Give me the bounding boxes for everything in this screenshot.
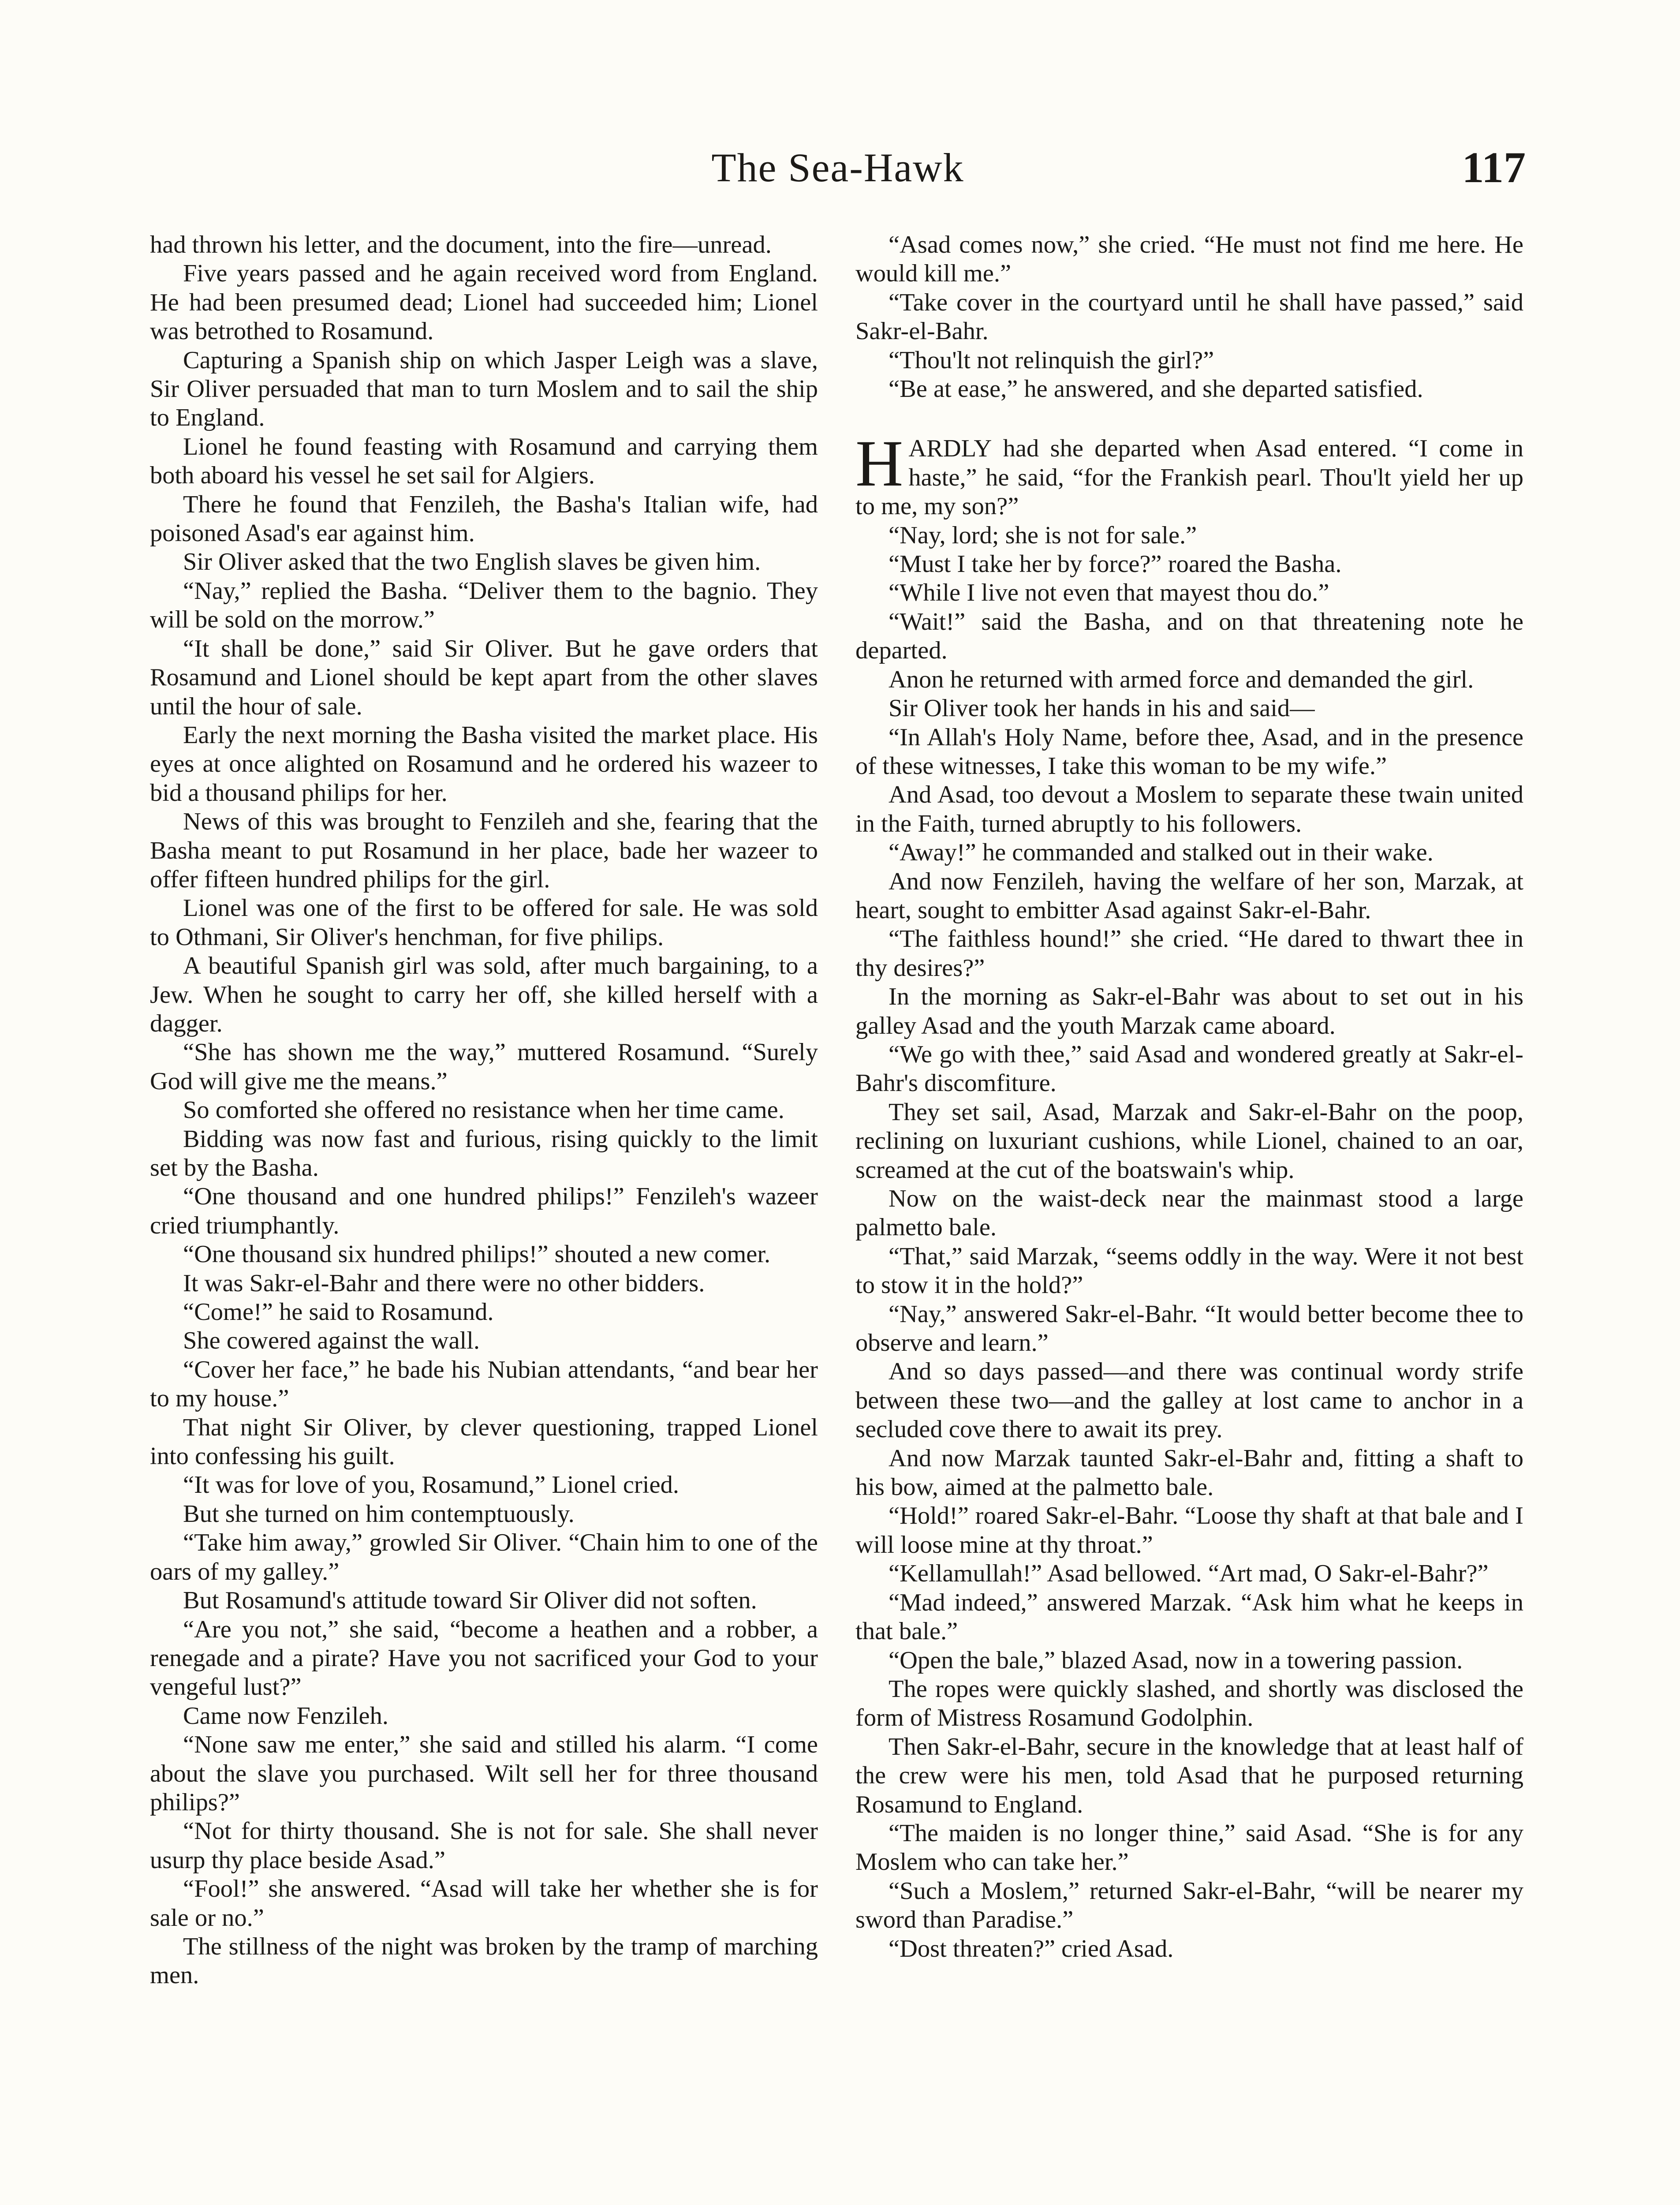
paragraph: Early the next morning the Basha visited the market place. His eyes at once alighted on Rosamund and he ordered his wazeer to bid a thousand philips for her. <box>150 721 818 807</box>
dropcap-text: had she departed when Asad entered. “I come in haste,” he said, “for the Frankish pearl. Thou'lt yield her up to me, my son?” <box>855 435 1523 520</box>
paragraph: “Are you not,” she said, “become a heathen and a robber, a renegade and a pirate? Have you not sacrificed your God to your vengeful lust?” <box>150 1615 818 1701</box>
right-column <box>855 231 1523 1963</box>
paragraph: In the morning as Sakr-el-Bahr was about to set out in his galley Asad and the youth Marzak came aboard. <box>855 983 1523 1039</box>
paragraph: “It was for love of you, Rosamund,” Lionel cried. <box>183 1471 679 1499</box>
paragraph: Bidding was now fast and furious, rising quickly to the limit set by the Basha. <box>150 1125 818 1181</box>
paragraph: That night Sir Oliver, by clever questioning, trapped Lionel into confessing his guilt. <box>150 1413 818 1470</box>
right-column-top-section <box>855 231 1523 404</box>
paragraph: “Nay,” replied the Basha. “Deliver them to the bagnio. They will be sold on the morrow.” <box>150 577 818 634</box>
paragraph: And now Fenzileh, having the welfare of her son, Marzak, at heart, sought to embitter Asad against Sakr-el-Bahr. <box>855 867 1523 924</box>
paragraph: But Rosamund's attitude toward Sir Oliver did not soften. <box>183 1587 757 1615</box>
paragraph: “Nay,” answered Sakr-el-Bahr. “It would better become thee to observe and learn.” <box>855 1300 1523 1357</box>
paragraph: “Hold!” roared Sakr-el-Bahr. “Loose thy shaft at that bale and I will loose mine at thy throat.” <box>855 1502 1523 1558</box>
paragraph: Sir Oliver took her hands in his and said— <box>889 695 1315 722</box>
paragraph: “Kellamullah!” Asad bellowed. “Art mad, O Sakr-el-Bahr?” <box>889 1560 1489 1588</box>
paragraph: There he found that Fenzileh, the Basha's Italian wife, had poisoned Asad's ear against him. <box>150 490 818 547</box>
paragraph: “We go with thee,” said Asad and wondered greatly at Sakr-el-Bahr's discomfiture. <box>855 1040 1523 1097</box>
section-break <box>855 404 1523 434</box>
paragraph: Five years passed and he again received word from England. He had been presumed dead; Lionel had succeeded him; Lionel was betrothed to Rosamund. <box>150 260 818 345</box>
paragraph: Came now Fenzileh. <box>183 1702 389 1730</box>
paragraph: “In Allah's Holy Name, before thee, Asad, and in the presence of these witnesses, I take this woman to be my wife.” <box>855 723 1523 780</box>
paragraph: Sir Oliver asked that the two English slaves be given him. <box>183 548 761 576</box>
paragraph: But she turned on him contemptuously. <box>183 1500 575 1528</box>
paragraph: Now on the waist-deck near the mainmast stood a large palmetto bale. <box>855 1185 1523 1241</box>
page-header <box>150 141 1526 203</box>
paragraph: “Mad indeed,” answered Marzak. “Ask him what he keeps in that bale.” <box>855 1588 1523 1645</box>
paragraph: “One thousand and one hundred philips!” Fenzileh's wazeer cried triumphantly. <box>150 1183 818 1239</box>
paragraph: “Nay, lord; she is not for sale.” <box>889 521 1197 549</box>
drop-cap: H <box>855 427 903 501</box>
paragraph: And now Marzak taunted Sakr-el-Bahr and, fitting a shaft to his bow, aimed at the palmetto bale. <box>855 1444 1523 1501</box>
paragraph: The ropes were quickly slashed, and shortly was disclosed the form of Mistress Rosamund Godolphin. <box>855 1675 1523 1732</box>
left-column <box>150 231 818 1990</box>
paragraph: “One thousand six hundred philips!” shouted a new comer. <box>183 1241 771 1268</box>
paragraph: Capturing a Spanish ship on which Jasper Leigh was a slave, Sir Oliver persuaded that man to turn Moslem and to sail the ship to England. <box>150 346 818 432</box>
right-column-bottom-section <box>855 521 1523 1963</box>
page-title: The Sea-Hawk <box>711 145 964 190</box>
paragraph: “Come!” he said to Rosamund. <box>183 1298 494 1326</box>
paragraph: “That,” said Marzak, “seems oddly in the way. Were it not best to stow it in the hold?” <box>855 1242 1523 1299</box>
dropcap-paragraph <box>855 427 1523 521</box>
paragraph: “It shall be done,” said Sir Oliver. But he gave orders that Rosamund and Lionel should be kept apart from the other slaves until the hour of sale. <box>150 635 818 720</box>
paragraph: And Asad, too devout a Moslem to separate these twain united in the Faith, turned abruptly to his followers. <box>855 781 1523 837</box>
paragraph: “She has shown me the way,” muttered Rosamund. “Surely God will give me the means.” <box>150 1039 818 1095</box>
paragraph: It was Sakr-el-Bahr and there were no other bidders. <box>183 1269 705 1297</box>
paragraph: A beautiful Spanish girl was sold, after much bargaining, to a Jew. When he sought to carry her off, she killed herself with a dagger. <box>150 952 818 1037</box>
paragraph: “Be at ease,” he answered, and she departed satisfied. <box>889 375 1423 403</box>
paragraph: “Cover her face,” he bade his Nubian attendants, “and bear her to my house.” <box>150 1356 818 1413</box>
paragraph: “While I live not even that mayest thou do.” <box>889 579 1329 607</box>
paragraph: Then Sakr-el-Bahr, secure in the knowledge that at least half of the crew were his men, told Asad that he purposed returning Rosamund to England. <box>855 1733 1523 1818</box>
paragraph: “None saw me enter,” she said and stilled his alarm. “I come about the slave you purchased. Wilt sell her for three thousand philips?” <box>150 1731 818 1816</box>
paragraph: Lionel was one of the first to be offered for sale. He was sold to Othmani, Sir Oliver's henchman, for five philips. <box>150 894 818 951</box>
paragraph: The stillness of the night was broken by the tramp of marching men. <box>150 1932 818 1989</box>
dropcap-caps: ARDLY <box>908 435 992 463</box>
paragraph: “The maiden is no longer thine,” said Asad. “She is for any Moslem who can take her.” <box>855 1819 1523 1876</box>
paragraph: “Asad comes now,” she cried. “He must not find me here. He would kill me.” <box>855 231 1523 288</box>
paragraph: They set sail, Asad, Marzak and Sakr-el-Bahr on the poop, reclining on luxuriant cushions, while Lionel, chained to an oar, screamed at the cut of the boatswain's whip. <box>855 1098 1523 1184</box>
paragraph: “Such a Moslem,” returned Sakr-el-Bahr, “will be nearer my sword than Paradise.” <box>855 1877 1523 1934</box>
paragraph: “Take cover in the courtyard until he shall have passed,” said Sakr-el-Bahr. <box>855 288 1523 345</box>
paragraph: had thrown his letter, and the document, into the fire—unread. <box>150 231 772 258</box>
paragraph: “Take him away,” growled Sir Oliver. “Chain him to one of the oars of my galley.” <box>150 1529 818 1585</box>
paragraph: News of this was brought to Fenzileh and she, fearing that the Basha meant to put Rosamund in her place, bade her wazeer to offer fifteen hundred philips for the girl. <box>150 808 818 893</box>
paragraph: “The faithless hound!” she cried. “He dared to thwart thee in thy desires?” <box>855 925 1523 982</box>
paragraph: “Fool!” she answered. “Asad will take her whether she is for sale or no.” <box>150 1875 818 1932</box>
paragraph: Anon he returned with armed force and demanded the girl. <box>889 665 1474 693</box>
paragraph: “Wait!” said the Basha, and on that threatening note he departed. <box>855 608 1523 665</box>
paragraph: “Open the bale,” blazed Asad, now in a towering passion. <box>889 1646 1463 1674</box>
paragraph: She cowered against the wall. <box>183 1327 480 1355</box>
paragraph: “Not for thirty thousand. She is not for sale. She shall never usurp thy place beside Asad.” <box>150 1817 818 1874</box>
paragraph: “Dost threaten?” cried Asad. <box>889 1935 1174 1962</box>
paragraph: Lionel he found feasting with Rosamund and carrying them both aboard his vessel he set sail for Algiers. <box>150 433 818 490</box>
paragraph: “Must I take her by force?” roared the Basha. <box>889 550 1342 578</box>
paragraph: So comforted she offered no resistance when her time came. <box>183 1096 784 1124</box>
paragraph: “Thou'lt not relinquish the girl?” <box>889 346 1214 374</box>
paragraph: “Away!” he commanded and stalked out in their wake. <box>889 839 1434 867</box>
page-number: 117 <box>1462 143 1526 192</box>
paragraph: And so days passed—and there was continual wordy strife between these two—and the galley at lost came to anchor in a secluded cove there to await its prey. <box>855 1358 1523 1443</box>
